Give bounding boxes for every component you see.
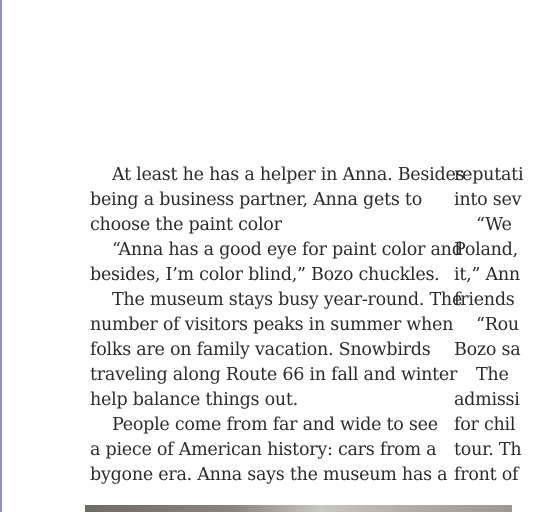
text-line: front of: [454, 465, 519, 485]
text-line: The: [476, 365, 509, 385]
text-line: At least he has a helper in Anna. Besides: [112, 165, 465, 185]
text-line: choose the paint color: [90, 215, 282, 235]
text-line: folks are on family vacation. Snowbirds: [90, 340, 431, 360]
page-edge-rule: [0, 0, 2, 512]
text-line: a piece of American history: cars from a: [90, 440, 437, 460]
text-line: admissi: [454, 390, 520, 410]
text-line: “We: [476, 215, 512, 235]
article-column-right: [454, 163, 534, 488]
text-line: number of visitors peaks in summer when: [90, 315, 454, 335]
text-line: besides, I’m color blind,” Bozo chuckles.: [90, 265, 440, 285]
text-line: People come from far and wide to see: [112, 415, 438, 435]
text-line: The museum stays busy year-round. The: [112, 290, 463, 310]
text-line: Poland,: [454, 240, 518, 260]
text-line: into sev: [454, 190, 522, 210]
text-line: Bozo sa: [454, 340, 521, 360]
text-line: friends: [454, 290, 515, 310]
text-line: being a business partner, Anna gets to: [90, 190, 422, 210]
text-line: traveling along Route 66 in fall and winter: [90, 365, 458, 385]
text-line: help balance things out.: [90, 390, 298, 410]
text-line: bygone era. Anna says the museum has a: [90, 465, 448, 485]
text-line: tour. Th: [454, 440, 522, 460]
text-line: reputati: [454, 165, 524, 185]
text-line: “Rou: [476, 315, 519, 335]
text-line: “Anna has a good eye for paint color and: [112, 240, 463, 260]
text-line: it,” Ann: [454, 265, 520, 285]
photo-edge: [85, 505, 512, 512]
article-column-left: [90, 163, 465, 488]
text-line: for chil: [454, 415, 516, 435]
